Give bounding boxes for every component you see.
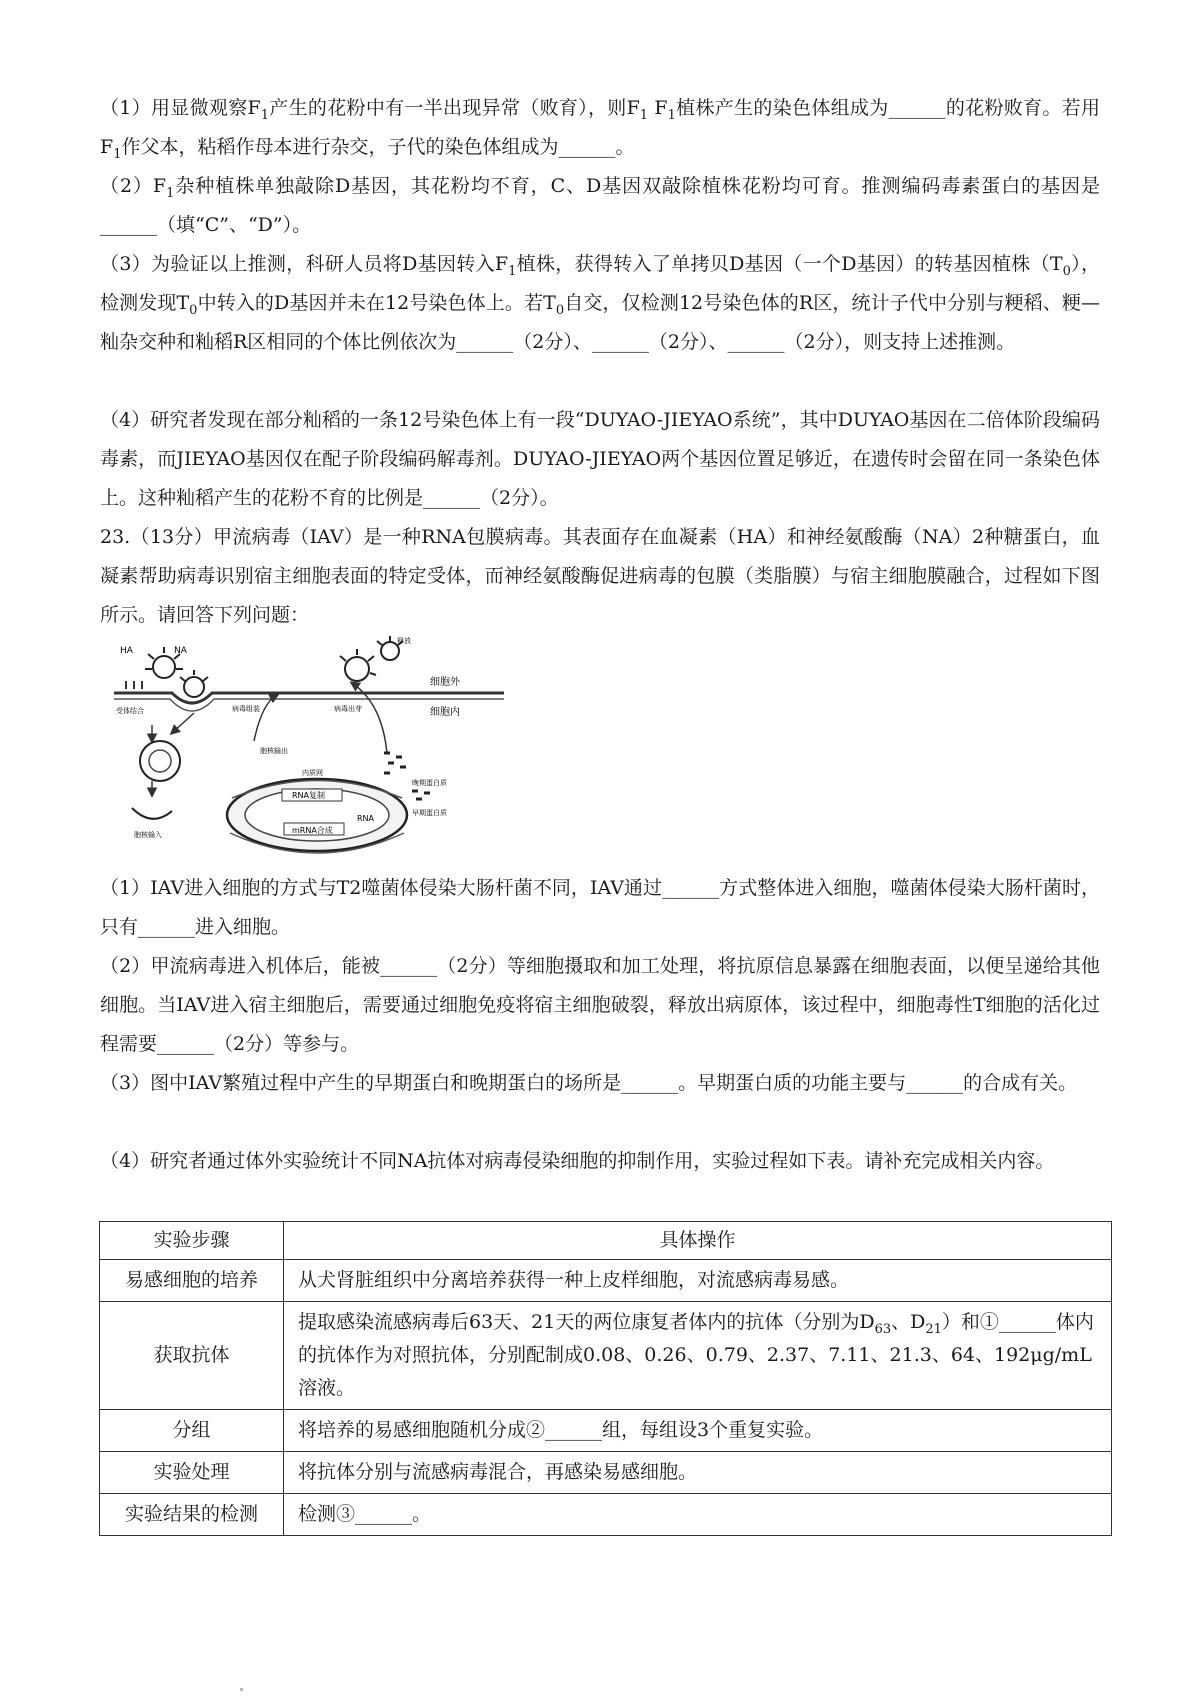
label-release: 释放 xyxy=(397,637,411,645)
table-cell-operation: 检测③______。 xyxy=(284,1494,1112,1536)
table-header-row xyxy=(100,1222,1112,1260)
label-mrna: mRNA合成 xyxy=(292,826,333,835)
table-row xyxy=(100,1494,1112,1536)
experiment-table xyxy=(99,1221,1112,1536)
label-ha: HA xyxy=(120,646,133,656)
table-cell-step: 易感细胞的培养 xyxy=(100,1260,284,1302)
q22-part4: （4）研究者发现在部分籼稻的一条12号染色体上有一段“DUYAO-JIEYAO系统”，其中DUYAO基因在二倍体阶段编码毒素，而JIEYAO基因仅在配子阶段编码解毒剂。DUYAO-JIEYAO两个基因位置足够近，在遗传时会留在同一条染色体上。这种籼稻产生的花粉不育的比例是______（2分）。 xyxy=(100,409,1100,509)
table-cell-operation: 从犬肾脏组织中分离培养获得一种上皮样细胞，对流感病毒易感。 xyxy=(284,1260,1112,1302)
q22-part1: （1）用显微观察$F_1$产生的花粉中有一半出现异常（败育），则$F_1$ $F_1$植株产生的染色体组成为______的花粉败育。若用$F_1$作父本，粘稻作母本进行杂交，子代的染色体组成为______。 xyxy=(100,97,1100,162)
table-row xyxy=(100,1410,1112,1452)
label-early-protein: 早期蛋白质 xyxy=(412,809,447,817)
table-header-step: 实验步骤 xyxy=(100,1222,284,1260)
label-na: NA xyxy=(174,646,187,656)
label-rna-replication: RNA复制 xyxy=(292,791,326,800)
label-nuclear-import: 胞核输入 xyxy=(134,831,162,839)
table-cell-step: 分组 xyxy=(100,1410,284,1452)
table-row xyxy=(100,1260,1112,1302)
q23-part4: （4）研究者通过体外实验统计不同NA抗体对病毒侵染细胞的抑制作用，实验过程如下表。请补充完成相关内容。 xyxy=(100,1150,1055,1172)
q22-part3: （3）为验证以上推测，科研人员将D基因转入$F_1$植株，获得转入了单拷贝D基因（一个D基因）的转基因植株$(T_0)$，检测发现$T_0$中转入的D基因并未在12号染色体上。若$T_0$自交，仅检测12号染色体的R区，统计子代中分别与粳稻、粳—籼杂交种和籼稻R区相同的个体比例依次为______（2分）、______（2分）、______（2分），则支持上述推测。 xyxy=(100,253,1100,353)
table-cell-step: 实验结果的检测 xyxy=(100,1494,284,1536)
iav-lifecycle-diagram xyxy=(112,633,504,865)
label-rna: RNA xyxy=(357,814,375,823)
table-cell-operation: 提取感染流感病毒后63天、21天的两位康复者体内的抗体（分别为$D_{63}$、$D_{21}$）和①______体内的抗体作为对照抗体，分别配制成0.08、0.26、0.79、2.37、7.11、21.3、64、192μg/mL溶液。 xyxy=(284,1302,1112,1410)
table-cell-operation: 将抗体分别与流感病毒混合，再感染易感细胞。 xyxy=(284,1452,1112,1494)
q22-part2: $(2)F_1$杂种植株单独敲除D基因，其花粉均不育，C、D基因双敲除植株花粉均可育。推测编码毒素蛋白的基因是______（填“C”、“D”）。 xyxy=(100,175,1100,236)
q23-part3: （3）图中IAV繁殖过程中产生的早期蛋白和晚期蛋白的场所是______。早期蛋白质的功能主要与______的合成有关。 xyxy=(100,1072,1078,1094)
table-row xyxy=(100,1452,1112,1494)
q23-part2: （2）甲流病毒进入机体后，能被______（2分）等细胞摄取和加工处理，将抗原信息暴露在细胞表面，以便呈递给其他细胞。当IAV进入宿主细胞后，需要通过细胞免疫将宿主细胞破裂，释放出病原体，该过程中，细胞毒性T细胞的活化过程需要______（2分）等参与。 xyxy=(100,955,1100,1055)
label-inside: 细胞内 xyxy=(430,707,460,718)
q23-intro: 23.（13分）甲流病毒（IAV）是一种RNA包膜病毒。其表面存在血凝素（HA）和神经氨酸酶（NA）2种糖蛋白，血凝素帮助病毒识别宿主细胞表面的特定受体，而神经氨酸酶促进病毒的包膜（类脂膜）与宿主细胞膜融合，过程如下图所示。请回答下列问题： xyxy=(100,526,1100,626)
table-cell-step: 实验处理 xyxy=(100,1452,284,1494)
table-cell-step: 获取抗体 xyxy=(100,1302,284,1410)
label-budding: 病毒出芽 xyxy=(334,705,362,713)
label-er: 内质网 xyxy=(302,769,323,777)
table-row xyxy=(100,1302,1112,1410)
q23-part1: （1）IAV进入细胞的方式与T2噬菌体侵染大肠杆菌不同，IAV通过______方式整体进入细胞，噬菌体侵染大肠杆菌时，只有______进入细胞。 xyxy=(100,877,1100,938)
table-header-operation: 具体操作 xyxy=(284,1222,1112,1260)
table-cell-operation: 将培养的易感细胞随机分成②______组，每组设3个重复实验。 xyxy=(284,1410,1112,1452)
label-receptor-binding: 受体结合 xyxy=(116,707,144,715)
page-speck xyxy=(240,1688,243,1691)
label-assembly: 病毒组装 xyxy=(232,705,260,713)
label-nuclear-export: 胞核输出 xyxy=(260,747,288,755)
label-late-protein: 晚期蛋白质 xyxy=(412,779,447,787)
label-outside: 细胞外 xyxy=(430,677,460,688)
